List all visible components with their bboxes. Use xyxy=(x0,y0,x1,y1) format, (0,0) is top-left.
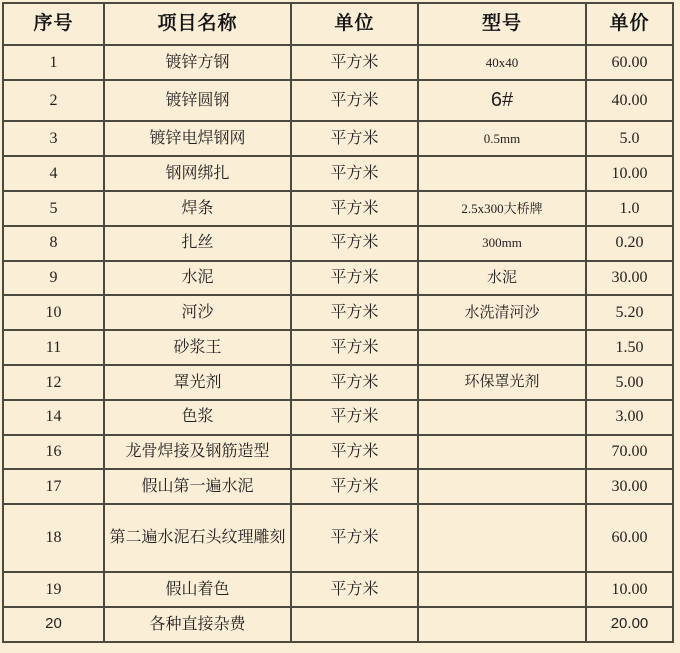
cell-price: 5.00 xyxy=(586,365,673,400)
cell-model xyxy=(418,607,586,642)
cell-unit: 平方米 xyxy=(291,572,418,607)
cell-index: 11 xyxy=(3,330,104,365)
cell-name: 各种直接杂费 xyxy=(104,607,291,642)
table-row xyxy=(3,261,673,296)
header-name: 项目名称 xyxy=(104,3,291,45)
cell-unit: 平方米 xyxy=(291,45,418,80)
cell-model: 6# xyxy=(418,80,586,122)
table-row xyxy=(3,121,673,156)
cell-unit: 平方米 xyxy=(291,365,418,400)
cell-name: 镀锌电焊钢网 xyxy=(104,121,291,156)
cell-name: 水泥 xyxy=(104,261,291,296)
cell-index: 9 xyxy=(3,261,104,296)
price-table xyxy=(2,2,674,643)
table-row xyxy=(3,295,673,330)
cell-name: 河沙 xyxy=(104,295,291,330)
cell-name: 龙骨焊接及钢筋造型 xyxy=(104,435,291,470)
cell-index: 10 xyxy=(3,295,104,330)
cell-model: 300mm xyxy=(418,226,586,261)
cell-unit: 平方米 xyxy=(291,121,418,156)
cell-index: 20 xyxy=(3,607,104,642)
cell-unit: 平方米 xyxy=(291,469,418,504)
cell-price: 60.00 xyxy=(586,504,673,572)
cell-price: 30.00 xyxy=(586,261,673,296)
cell-name: 焊条 xyxy=(104,191,291,226)
cell-name: 假山着色 xyxy=(104,572,291,607)
cell-model xyxy=(418,469,586,504)
cell-price: 1.0 xyxy=(586,191,673,226)
cell-unit: 平方米 xyxy=(291,400,418,435)
cell-name: 镀锌圆钢 xyxy=(104,80,291,122)
table-row xyxy=(3,435,673,470)
cell-price: 5.0 xyxy=(586,121,673,156)
table-row xyxy=(3,365,673,400)
cell-price: 70.00 xyxy=(586,435,673,470)
cell-model xyxy=(418,156,586,191)
cell-model: 40x40 xyxy=(418,45,586,80)
cell-name: 罩光剂 xyxy=(104,365,291,400)
cell-name: 镀锌方钢 xyxy=(104,45,291,80)
cell-price: 1.50 xyxy=(586,330,673,365)
cell-price: 5.20 xyxy=(586,295,673,330)
table-body xyxy=(3,45,673,642)
header-model: 型号 xyxy=(418,3,586,45)
cell-name: 扎丝 xyxy=(104,226,291,261)
cell-name: 色浆 xyxy=(104,400,291,435)
cell-index: 4 xyxy=(3,156,104,191)
table-row xyxy=(3,572,673,607)
cell-unit: 平方米 xyxy=(291,226,418,261)
cell-unit: 平方米 xyxy=(291,261,418,296)
cell-name: 假山第一遍水泥 xyxy=(104,469,291,504)
cell-index: 19 xyxy=(3,572,104,607)
table-row xyxy=(3,330,673,365)
cell-price: 0.20 xyxy=(586,226,673,261)
cell-model: 2.5x300大桥牌 xyxy=(418,191,586,226)
cell-price: 3.00 xyxy=(586,400,673,435)
table-row xyxy=(3,226,673,261)
cell-index: 5 xyxy=(3,191,104,226)
table-row xyxy=(3,191,673,226)
cell-unit: 平方米 xyxy=(291,156,418,191)
cell-index: 1 xyxy=(3,45,104,80)
header-row xyxy=(3,3,673,45)
header-index: 序号 xyxy=(3,3,104,45)
cell-index: 17 xyxy=(3,469,104,504)
cell-model xyxy=(418,435,586,470)
cell-index: 3 xyxy=(3,121,104,156)
cell-unit: 平方米 xyxy=(291,191,418,226)
cell-index: 8 xyxy=(3,226,104,261)
cell-price: 10.00 xyxy=(586,572,673,607)
cell-unit: 平方米 xyxy=(291,330,418,365)
cell-model: 水洗清河沙 xyxy=(418,295,586,330)
cell-index: 16 xyxy=(3,435,104,470)
table-row xyxy=(3,607,673,642)
cell-unit: 平方米 xyxy=(291,80,418,122)
cell-name: 第二遍水泥石头纹理雕刻 xyxy=(104,504,291,572)
cell-unit: 平方米 xyxy=(291,295,418,330)
cell-index: 12 xyxy=(3,365,104,400)
table-row xyxy=(3,45,673,80)
cell-unit: 平方米 xyxy=(291,435,418,470)
cell-model xyxy=(418,572,586,607)
cell-index: 2 xyxy=(3,80,104,122)
cell-price: 20.00 xyxy=(586,607,673,642)
cell-name: 钢网绑扎 xyxy=(104,156,291,191)
cell-price: 30.00 xyxy=(586,469,673,504)
cell-unit: 平方米 xyxy=(291,504,418,572)
cell-price: 10.00 xyxy=(586,156,673,191)
table-row xyxy=(3,504,673,572)
cell-index: 18 xyxy=(3,504,104,572)
cell-price: 40.00 xyxy=(586,80,673,122)
table-row xyxy=(3,156,673,191)
cell-model xyxy=(418,330,586,365)
table-row xyxy=(3,400,673,435)
cell-unit xyxy=(291,607,418,642)
header-price: 单价 xyxy=(586,3,673,45)
cell-price: 60.00 xyxy=(586,45,673,80)
cell-model xyxy=(418,400,586,435)
cell-model: 水泥 xyxy=(418,261,586,296)
cell-model: 环保罩光剂 xyxy=(418,365,586,400)
table-row xyxy=(3,80,673,122)
cell-name: 砂浆王 xyxy=(104,330,291,365)
cell-model xyxy=(418,504,586,572)
cell-index: 14 xyxy=(3,400,104,435)
header-unit: 单位 xyxy=(291,3,418,45)
table-row xyxy=(3,469,673,504)
cell-model: 0.5mm xyxy=(418,121,586,156)
table-header xyxy=(3,3,673,45)
